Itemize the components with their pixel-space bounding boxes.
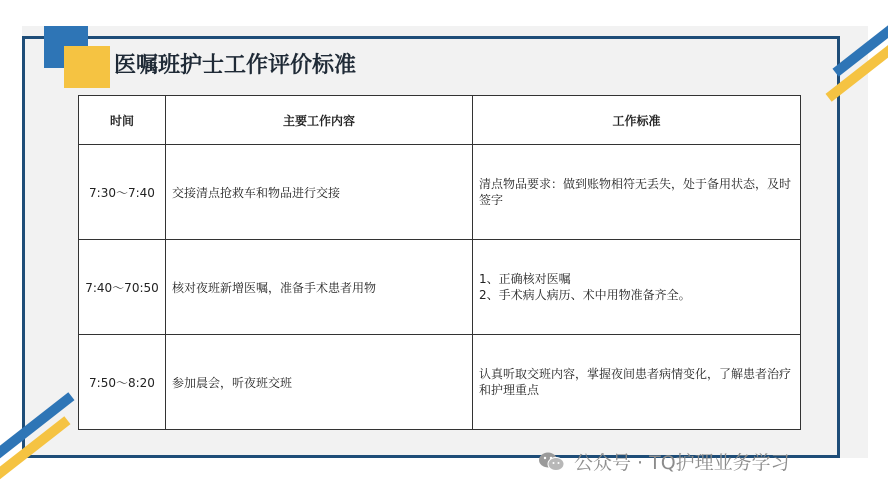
table-row [79,145,801,240]
cell-content: 参加晨会，听夜班交班 [166,335,473,430]
wechat-icon [538,451,566,473]
column-header-content: 主要工作内容 [166,96,473,145]
cell-time: 7:30～7:40 [79,145,166,240]
column-header-standard: 工作标准 [473,96,801,145]
cell-standard: 认真听取交班内容，掌握夜间患者病情变化，了解患者治疗和护理重点 [473,335,801,430]
table-header-row [79,96,801,145]
watermark [538,448,790,475]
column-header-time: 时间 [79,96,166,145]
cell-standard: 清点物品要求：做到账物相符无丢失，处于备用状态，及时签字 [473,145,801,240]
cell-time: 7:40～70:50 [79,240,166,335]
cell-standard: 1、正确核对医嘱 2、手术病人病历、术中用物准备齐全。 [473,240,801,335]
table-row [79,335,801,430]
cell-content: 核对夜班新增医嘱，准备手术患者用物 [166,240,473,335]
cell-content: 交接清点抢救车和物品进行交接 [166,145,473,240]
watermark-text: 公众号 · TQ护理业务学习 [574,452,790,474]
table-row [79,240,801,335]
cell-time: 7:50～8:20 [79,335,166,430]
page-title: 医嘱班护士工作评价标准 [114,53,357,78]
decor-yellow-square [64,46,110,88]
evaluation-table [78,95,801,430]
